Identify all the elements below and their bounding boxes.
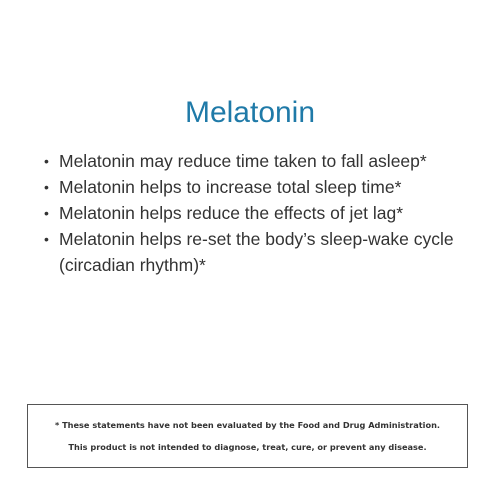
page-title: Melatonin (184, 96, 316, 129)
bullet-icon: • (44, 179, 49, 195)
list-item (44, 148, 474, 174)
list-item (44, 226, 474, 278)
bullet-icon: • (44, 231, 49, 247)
list-item (44, 200, 474, 226)
benefit-text: Melatonin may reduce time taken to fall asleep* (59, 151, 427, 171)
benefit-text: Melatonin helps to increase total sleep time* (59, 177, 402, 197)
benefit-text: Melatonin helps re-set the body’s sleep-wake cycle (circadian rhythm)* (59, 229, 454, 275)
bullet-icon: • (44, 205, 49, 221)
benefit-text: Melatonin helps reduce the effects of jet lag* (59, 203, 404, 223)
disclaimer-line-1: * These statements have not been evaluated by the Food and Drug Administration. (54, 420, 441, 430)
bullet-icon: • (44, 153, 49, 169)
benefits-list (44, 148, 474, 278)
list-item (44, 174, 474, 200)
fda-disclaimer-box (27, 404, 468, 468)
disclaimer-line-2: This product is not intended to diagnose, treat, cure, or prevent any disease. (68, 442, 427, 452)
